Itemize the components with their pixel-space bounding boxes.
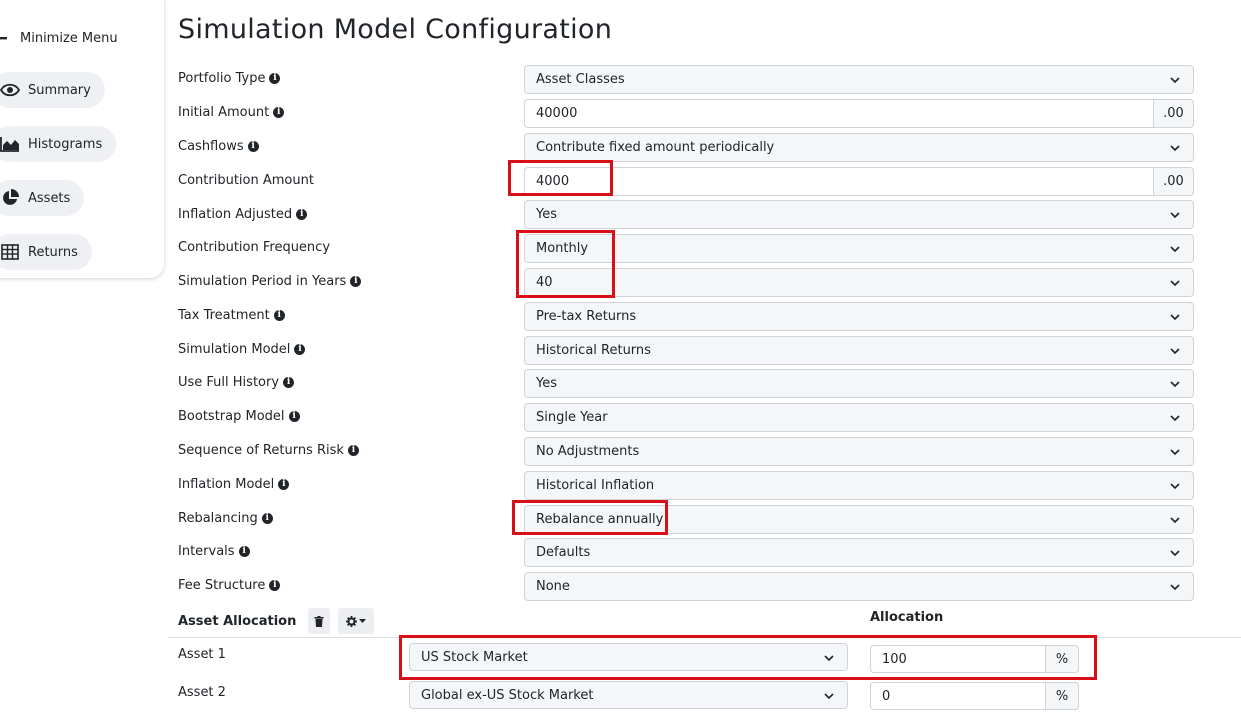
info-icon[interactable]: i xyxy=(296,209,307,220)
simulation-period-label xyxy=(178,267,361,295)
chevron-down-icon xyxy=(823,652,835,664)
asset-1-allocation-group xyxy=(870,645,1079,673)
asset-2-label: Asset 2 xyxy=(178,685,226,700)
inflation-adjusted-select[interactable] xyxy=(524,200,1194,229)
select-value: Pre-tax Returns xyxy=(536,309,637,324)
sidebar-item-label: Assets xyxy=(28,190,71,206)
initial-amount-input[interactable] xyxy=(524,99,1153,128)
delete-button[interactable] xyxy=(308,608,330,634)
chevron-down-icon xyxy=(1169,514,1181,526)
select-value: 40 xyxy=(536,275,553,290)
pie-chart-icon xyxy=(0,188,20,208)
info-icon[interactable]: i xyxy=(269,580,280,591)
select-value: Yes xyxy=(536,376,557,391)
portfolio-type-select[interactable] xyxy=(524,65,1194,94)
tax-treatment-select[interactable] xyxy=(524,302,1194,331)
minus-icon xyxy=(0,28,12,48)
chevron-down-icon xyxy=(1169,311,1181,323)
rebalancing-select[interactable] xyxy=(524,505,1194,534)
info-icon[interactable]: i xyxy=(294,344,305,355)
decimal-addon: .00 xyxy=(1153,167,1194,196)
allocation-column-header: Allocation xyxy=(870,610,944,625)
select-value: Contribute fixed amount periodically xyxy=(536,140,775,155)
input-value: 100 xyxy=(882,651,907,667)
label-text: Portfolio Type xyxy=(178,70,266,86)
table-icon xyxy=(0,242,20,262)
chevron-down-icon xyxy=(1169,378,1181,390)
chevron-down-icon xyxy=(1169,581,1181,593)
intervals-label xyxy=(178,537,250,565)
asset-2-allocation-input[interactable] xyxy=(870,682,1045,710)
sidebar-item-label: Returns xyxy=(28,244,78,260)
inflation-model-label xyxy=(178,470,289,498)
asset-allocation-header xyxy=(178,607,374,635)
trash-icon xyxy=(314,616,324,627)
sidebar-item-label: Histograms xyxy=(28,136,103,152)
info-icon[interactable]: i xyxy=(239,546,250,557)
info-icon[interactable]: i xyxy=(283,377,294,388)
label-text: Tax Treatment xyxy=(178,307,270,323)
label-text: Bootstrap Model xyxy=(178,408,285,424)
divider xyxy=(168,637,1241,638)
sidebar-item-summary[interactable] xyxy=(0,72,105,108)
intervals-select[interactable] xyxy=(524,538,1194,567)
label-text: Fee Structure xyxy=(178,577,266,593)
input-value: 40000 xyxy=(536,106,578,121)
contribution-frequency-select[interactable] xyxy=(524,234,1194,263)
decimal-addon: .00 xyxy=(1153,99,1194,128)
label-text: Intervals xyxy=(178,543,235,559)
select-value: Defaults xyxy=(536,545,591,560)
chevron-down-icon xyxy=(1169,345,1181,357)
sidebar-item-assets[interactable] xyxy=(0,180,84,216)
use-full-history-select[interactable] xyxy=(524,369,1194,398)
chevron-down-icon xyxy=(1169,446,1181,458)
asset-1-select[interactable] xyxy=(409,643,848,671)
label-text: Contribution Frequency xyxy=(178,239,331,255)
asset-1-allocation-input[interactable] xyxy=(870,645,1045,673)
inflation-model-select[interactable] xyxy=(524,471,1194,500)
initial-amount-group xyxy=(524,99,1194,128)
select-value: Single Year xyxy=(536,410,608,425)
label-text: Inflation Model xyxy=(178,476,275,492)
fee-structure-select[interactable] xyxy=(524,572,1194,601)
select-value: Historical Returns xyxy=(536,343,651,358)
label-text: Rebalancing xyxy=(178,510,258,526)
chevron-down-icon xyxy=(1169,277,1181,289)
chevron-down-icon xyxy=(1169,480,1181,492)
percent-addon: % xyxy=(1045,682,1079,710)
sequence-risk-label xyxy=(178,436,359,464)
asset-1-label: Asset 1 xyxy=(178,647,226,662)
select-value: Historical Inflation xyxy=(536,478,655,493)
contribution-frequency-label xyxy=(178,233,330,261)
initial-amount-label xyxy=(178,98,284,126)
asset-2-select[interactable] xyxy=(409,681,848,709)
label-text: Contribution Amount xyxy=(178,172,314,188)
settings-dropdown-button[interactable] xyxy=(338,608,374,634)
select-value: No Adjustments xyxy=(536,444,640,459)
percent-addon: % xyxy=(1045,645,1079,673)
gear-icon xyxy=(346,616,357,627)
bootstrap-model-label xyxy=(178,402,300,430)
eye-icon xyxy=(0,80,20,100)
sidebar-item-label: Summary xyxy=(28,82,91,98)
info-icon[interactable]: i xyxy=(262,513,273,524)
input-value: 4000 xyxy=(536,174,570,189)
info-icon[interactable]: i xyxy=(248,141,259,152)
use-full-history-label xyxy=(178,368,294,396)
select-value: Asset Classes xyxy=(536,72,625,87)
fee-structure-label xyxy=(178,571,280,599)
inflation-adjusted-label xyxy=(178,200,307,228)
sidebar-item-histograms[interactable] xyxy=(0,126,116,162)
minimize-menu-label: Minimize Menu xyxy=(20,30,118,46)
cashflows-label xyxy=(178,132,259,160)
info-icon[interactable]: i xyxy=(348,445,359,456)
info-icon[interactable]: i xyxy=(274,310,285,321)
sequence-risk-select[interactable] xyxy=(524,437,1194,466)
info-icon[interactable]: i xyxy=(289,411,300,422)
label-text: Use Full History xyxy=(178,374,280,390)
asset-allocation-title: Asset Allocation xyxy=(178,613,297,629)
select-value: US Stock Market xyxy=(421,649,528,665)
chevron-down-icon xyxy=(1169,74,1181,86)
chevron-down-icon xyxy=(1169,547,1181,559)
info-icon[interactable]: i xyxy=(269,73,280,84)
select-value: Monthly xyxy=(536,241,589,256)
info-icon[interactable]: i xyxy=(350,276,361,287)
simulation-model-select[interactable] xyxy=(524,336,1194,365)
simulation-period-select[interactable] xyxy=(524,268,1194,297)
info-icon[interactable]: i xyxy=(273,107,284,118)
contribution-amount-group xyxy=(524,167,1194,196)
select-value: Rebalance annually xyxy=(536,512,664,527)
portfolio-type-label xyxy=(178,64,280,92)
minimize-menu-button[interactable] xyxy=(0,20,132,56)
contribution-amount-input[interactable] xyxy=(524,167,1153,196)
bootstrap-model-select[interactable] xyxy=(524,403,1194,432)
caret-down-icon xyxy=(359,619,366,624)
area-chart-icon xyxy=(0,134,20,154)
chevron-down-icon xyxy=(1169,142,1181,154)
chevron-down-icon xyxy=(823,690,835,702)
label-text: Cashflows xyxy=(178,138,244,154)
cashflows-select[interactable] xyxy=(524,133,1194,162)
label-text: Inflation Adjusted xyxy=(178,206,293,222)
chevron-down-icon xyxy=(1169,209,1181,221)
contribution-amount-label xyxy=(178,166,314,194)
rebalancing-label xyxy=(178,504,273,532)
label-text: Simulation Model xyxy=(178,341,291,357)
input-value: 0 xyxy=(882,688,891,704)
sidebar-item-returns[interactable] xyxy=(0,234,92,270)
label-text: Initial Amount xyxy=(178,104,270,120)
label-text: Sequence of Returns Risk xyxy=(178,442,344,458)
select-value: Yes xyxy=(536,207,557,222)
label-text: Simulation Period in Years xyxy=(178,273,347,289)
chevron-down-icon xyxy=(1169,243,1181,255)
asset-2-allocation-group xyxy=(870,682,1079,710)
simulation-model-label xyxy=(178,335,305,363)
select-value: Global ex-US Stock Market xyxy=(421,687,594,703)
chevron-down-icon xyxy=(1169,412,1181,424)
page-title: Simulation Model Configuration xyxy=(178,14,613,45)
tax-treatment-label xyxy=(178,301,285,329)
select-value: None xyxy=(536,579,570,594)
info-icon[interactable]: i xyxy=(278,479,289,490)
